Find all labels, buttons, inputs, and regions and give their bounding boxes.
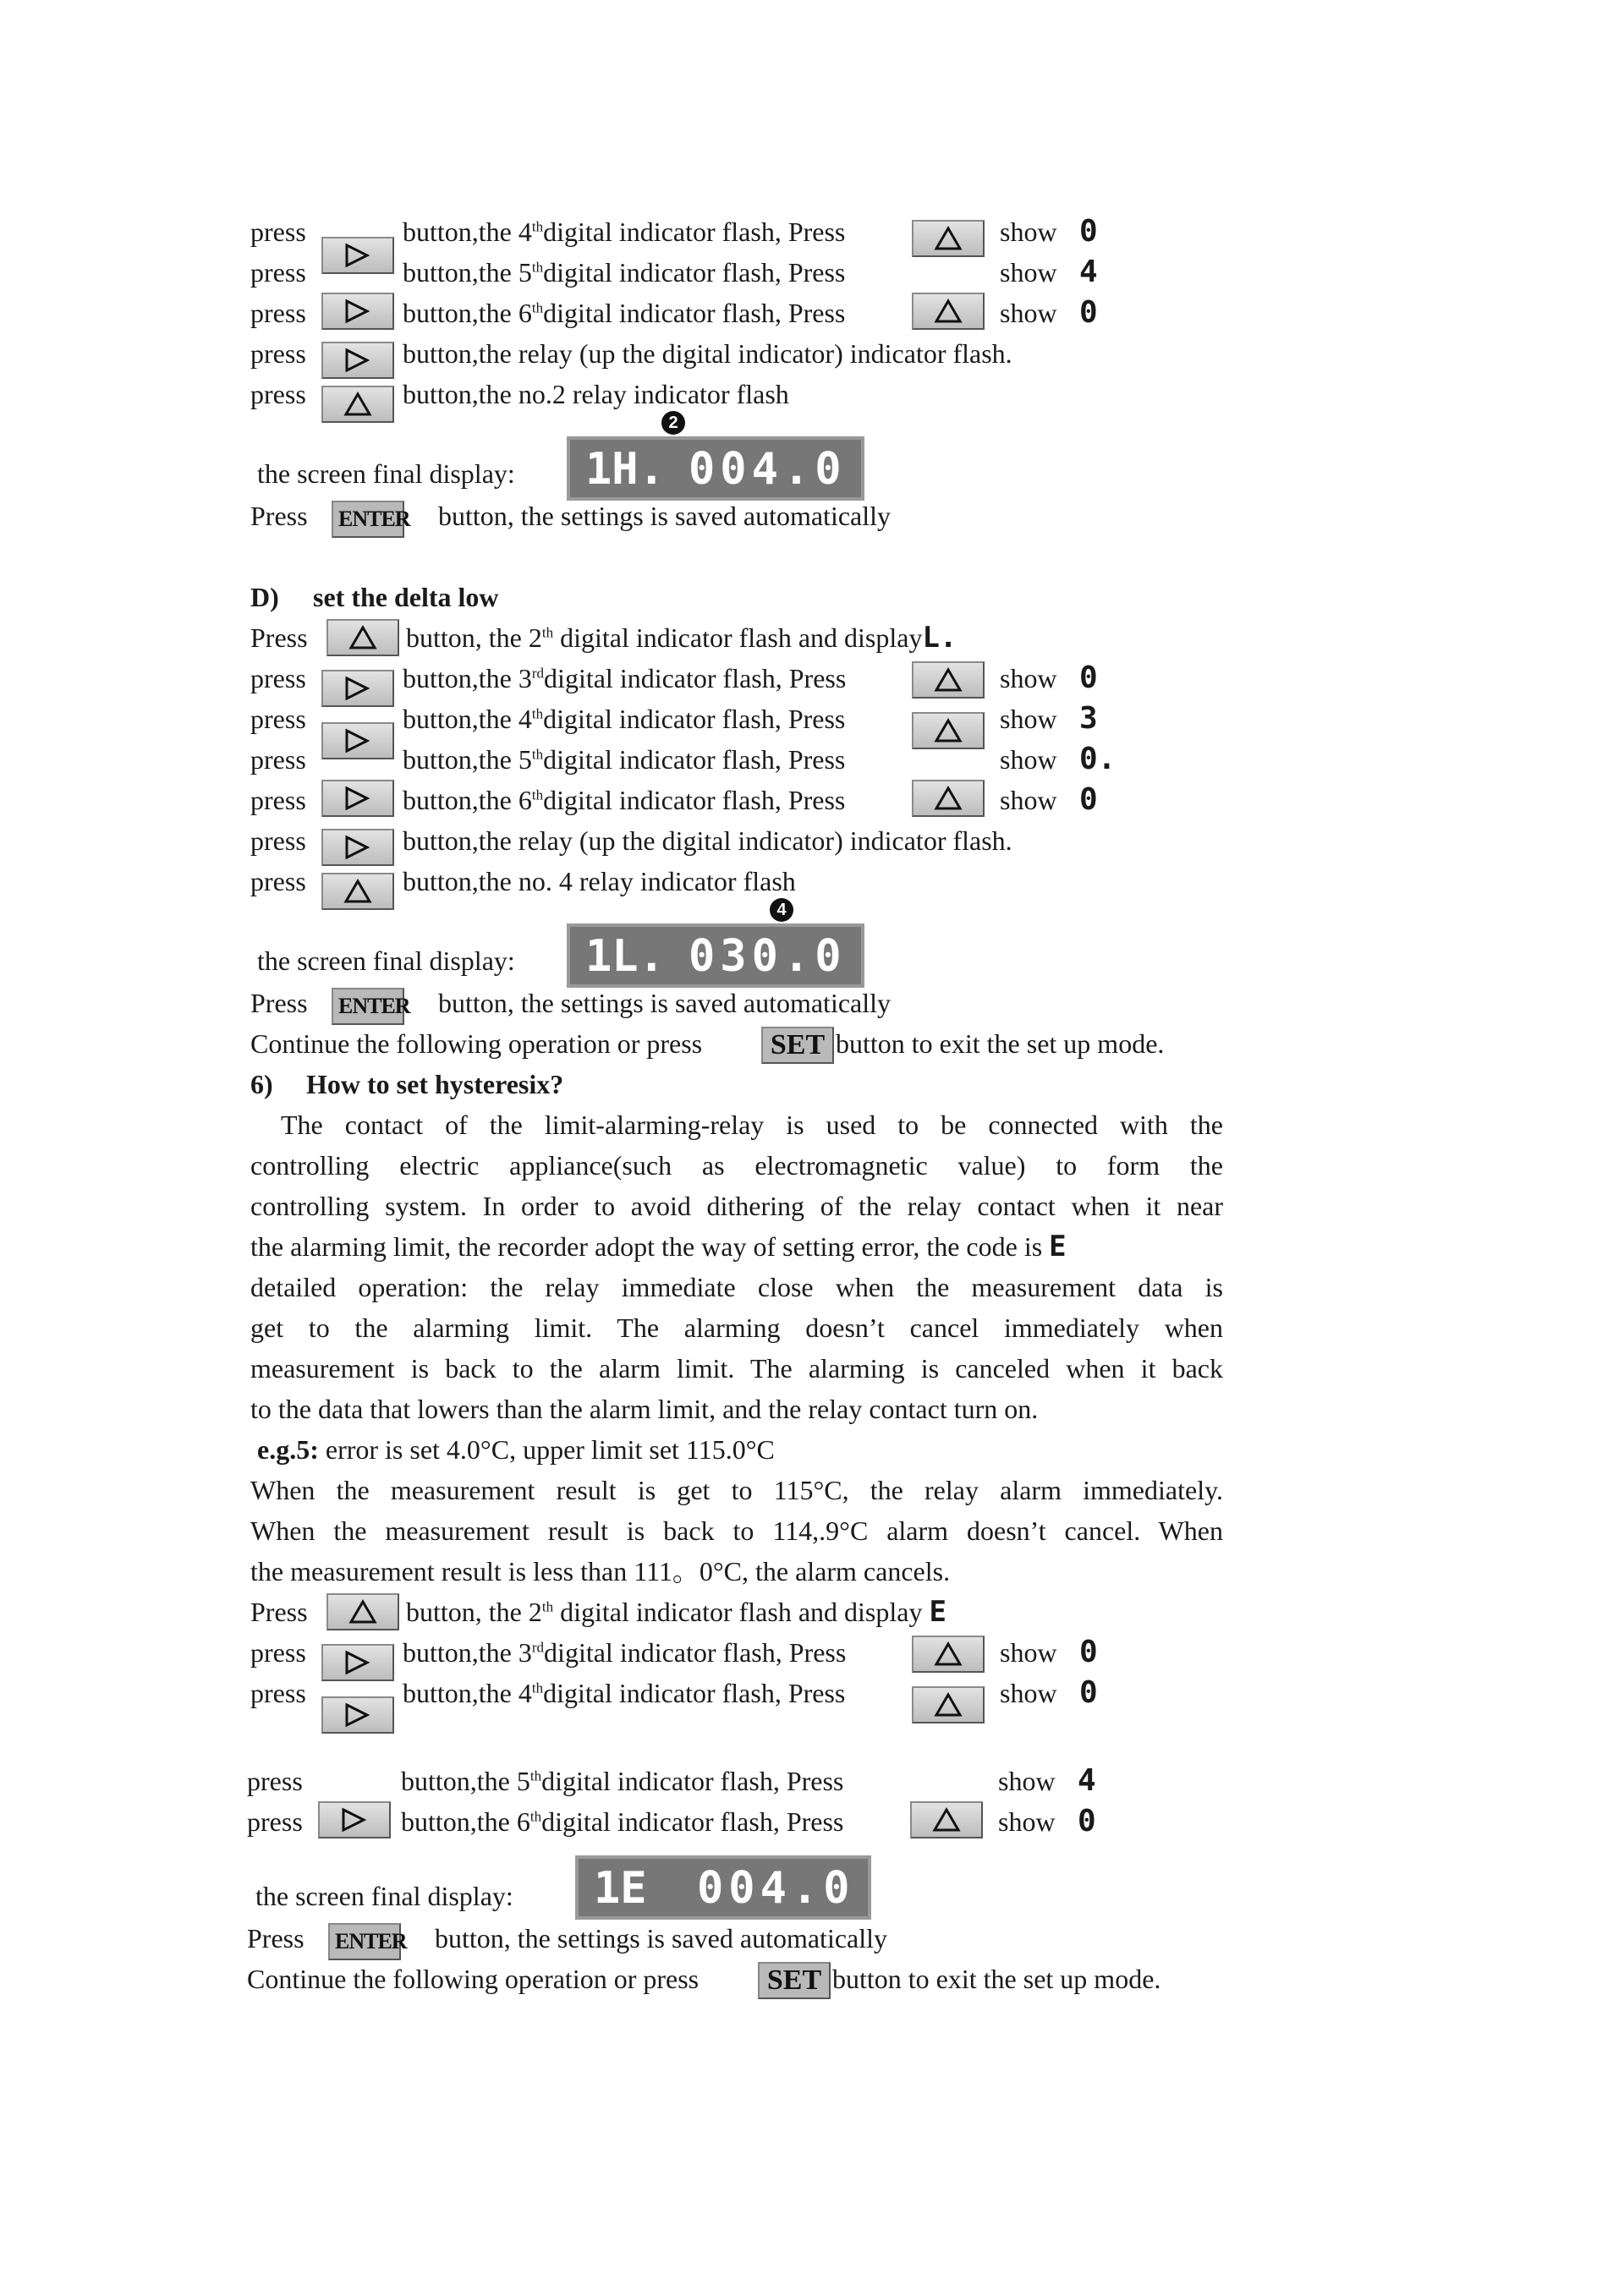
up-button[interactable] — [912, 1686, 985, 1723]
instruction-line: button,the no.2 relay indicator flash — [403, 379, 789, 409]
enter-line-pre: Press — [250, 988, 308, 1018]
segment-digit: 0 — [1079, 214, 1098, 249]
relay-marker: 4 — [770, 898, 793, 922]
right-button[interactable] — [321, 1644, 394, 1681]
up-button[interactable] — [912, 661, 985, 699]
lcd-right: 030.0 — [689, 931, 847, 982]
up-arrow-icon — [328, 1595, 398, 1629]
show-label: show — [1000, 257, 1057, 288]
instruction-line: press — [250, 338, 306, 369]
segment-digit: 0 — [1078, 1804, 1096, 1838]
right-arrow-icon — [323, 671, 392, 705]
instruction-line: press — [250, 663, 306, 693]
instruction-line: Press — [250, 1597, 308, 1627]
lcd-display — [575, 1855, 871, 1920]
instruction-line: button,the 5thdigital indicator flash, Press — [403, 257, 846, 288]
right-button[interactable] — [321, 342, 394, 379]
up-button[interactable] — [321, 386, 394, 423]
instruction-line: press — [250, 744, 306, 775]
instruction-line: press — [250, 298, 306, 328]
segment-digit: 0 — [1079, 1635, 1098, 1669]
set-button[interactable]: SET — [758, 1962, 831, 1999]
instruction-line: button,the 3rddigital indicator flash, Press — [403, 1637, 847, 1668]
instruction-line: button,the no. 4 relay indicator flash — [403, 866, 796, 896]
up-button[interactable] — [326, 619, 399, 656]
instruction-line: button,the 5thdigital indicator flash, Press — [403, 744, 846, 775]
right-arrow-icon — [323, 343, 392, 377]
hysteresis-description: The contact of the limit-alarming-relay is used to be connected with the controlling electric appliance(such as electromagnetic value) to form the controlling system. In order to avoid dithering of the relay contact when it near the alarming limit, the recorder adopt the way of setting error, the code is E detailed operation: the relay immediate close when the measurement data is get to the alarming limit. The alarming doesn’t cancel immediately when measurement is back to the alarm limit. The alarming is canceled when it back to the data that lowers than the alarm limit, and the relay contact turn on. — [250, 1110, 1223, 1424]
enter-line-post: button, the settings is saved automatically — [435, 1923, 888, 1954]
instruction-line: button, the 2th digital indicator flash and display E — [406, 1595, 946, 1629]
set-button[interactable]: SET — [761, 1027, 834, 1064]
up-button[interactable] — [326, 1593, 399, 1630]
lcd-left: 1E — [594, 1863, 647, 1914]
example-description: When the measurement result is get to 115°C, the relay alarm immediately. When the measurement result is back to 114,.9°C alarm doesn’t cancel. When the measurement result is less than 111。0°C, the alarm cancels. — [250, 1475, 1223, 1586]
up-arrow-icon — [914, 222, 983, 255]
enter-line-post: button, the settings is saved automatically — [438, 501, 892, 531]
relay-marker: 2 — [661, 411, 685, 435]
final-display-label: the screen final display: — [257, 458, 515, 489]
error-code: E — [1049, 1230, 1067, 1263]
instruction-line: button,the 4thdigital indicator flash, Press — [403, 216, 846, 247]
right-arrow-icon — [323, 1698, 392, 1732]
instruction-line: button,the 4thdigital indicator flash, Press — [403, 704, 846, 734]
lcd-display — [567, 923, 864, 988]
up-button[interactable] — [912, 293, 985, 330]
instruction-line: press — [247, 1766, 303, 1796]
up-button[interactable] — [321, 873, 394, 910]
right-arrow-icon — [323, 1646, 392, 1680]
example-line: e.g.5: error is set 4.0°C, upper limit set 115.0°C — [257, 1434, 775, 1465]
right-button[interactable] — [321, 237, 394, 274]
up-arrow-icon — [914, 781, 983, 815]
segment-digit: 0 — [1079, 660, 1098, 695]
up-button[interactable] — [912, 220, 985, 257]
instruction-line: button, the 2th digital indicator flash and displayL. — [406, 621, 957, 655]
right-button[interactable] — [321, 1696, 394, 1734]
lcd-right: 004.0 — [697, 1863, 855, 1914]
instruction-line: press — [250, 1678, 306, 1708]
segment-digit: 4 — [1079, 255, 1098, 289]
instruction-line: press — [250, 866, 306, 896]
up-arrow-icon — [914, 1688, 983, 1722]
instruction-line: button,the relay (up the digital indicator) indicator flash. — [403, 338, 1012, 369]
instruction-line: button,the 6thdigital indicator flash, Press — [403, 298, 846, 328]
instruction-line: button,the 6thdigital indicator flash, Press — [401, 1806, 844, 1837]
segment-digit: 0 — [1079, 1675, 1098, 1710]
section-number: D) — [250, 582, 279, 612]
right-arrow-icon — [323, 294, 392, 328]
up-arrow-icon — [323, 387, 392, 421]
enter-button[interactable]: ENTER — [328, 1923, 401, 1960]
show-label: show — [1000, 1637, 1057, 1668]
enter-line-pre: Press — [247, 1923, 304, 1954]
right-arrow-icon — [323, 238, 392, 272]
up-arrow-icon — [914, 294, 983, 328]
instruction-line: button,the 5thdigital indicator flash, Press — [401, 1766, 844, 1796]
instruction-line: button,the 6thdigital indicator flash, Press — [403, 785, 846, 815]
up-button[interactable] — [912, 712, 985, 749]
right-button[interactable] — [318, 1801, 391, 1838]
lcd-left: 1H. — [585, 444, 665, 495]
instruction-line: press — [250, 257, 306, 288]
right-arrow-icon — [323, 781, 392, 815]
right-button[interactable] — [321, 670, 394, 707]
section-heading: How to set hysteresix? — [306, 1069, 564, 1099]
segment-digit: 3 — [1079, 701, 1098, 736]
show-label: show — [998, 1766, 1056, 1796]
up-button[interactable] — [912, 780, 985, 817]
final-display-label: the screen final display: — [257, 945, 515, 976]
up-arrow-icon — [914, 663, 983, 697]
section-heading: set the delta low — [313, 582, 499, 612]
continue-line-pre: Continue the following operation or press — [250, 1028, 703, 1059]
lcd-right: 004.0 — [689, 444, 847, 495]
up-arrow-icon — [914, 1637, 983, 1671]
instruction-line: press — [250, 785, 306, 815]
segment-digit: 0 — [1079, 782, 1098, 817]
lcd-display — [567, 436, 864, 501]
enter-line-pre: Press — [250, 501, 308, 531]
up-arrow-icon — [914, 714, 983, 748]
right-button[interactable] — [321, 829, 394, 866]
enter-button[interactable]: ENTER — [332, 501, 404, 538]
segment-digit: 4 — [1078, 1763, 1096, 1798]
enter-button[interactable]: ENTER — [332, 988, 404, 1025]
up-arrow-icon — [328, 621, 398, 655]
instruction-line: button,the 4thdigital indicator flash, Press — [403, 1678, 846, 1708]
instruction-line: press — [250, 1637, 306, 1668]
right-arrow-icon — [320, 1803, 389, 1837]
up-button[interactable] — [910, 1801, 983, 1838]
instruction-line: press — [250, 825, 306, 856]
instruction-line: press — [250, 704, 306, 734]
show-label: show — [1000, 785, 1057, 815]
right-button[interactable] — [321, 293, 394, 330]
right-button[interactable] — [321, 780, 394, 817]
show-label: show — [1000, 663, 1057, 693]
instruction-line: press — [250, 379, 306, 409]
show-label: show — [1000, 216, 1057, 247]
continue-line-pre: Continue the following operation or press — [247, 1964, 700, 1994]
up-arrow-icon — [912, 1803, 981, 1837]
show-label: show — [1000, 298, 1057, 328]
right-button[interactable] — [321, 722, 394, 759]
show-label: show — [1000, 744, 1057, 775]
instruction-line: button,the relay (up the digital indicator) indicator flash. — [403, 825, 1012, 856]
right-arrow-icon — [323, 724, 392, 758]
up-arrow-icon — [323, 874, 392, 908]
continue-line-post: button to exit the set up mode. — [836, 1028, 1165, 1059]
instruction-line: Press — [250, 622, 308, 653]
final-display-label: the screen final display: — [255, 1881, 513, 1911]
segment-digit: 0 — [1079, 295, 1098, 330]
right-arrow-icon — [323, 830, 392, 864]
up-button[interactable] — [912, 1636, 985, 1673]
show-label: show — [998, 1806, 1056, 1837]
continue-line-post: button to exit the set up mode. — [832, 1964, 1161, 1994]
lcd-left: 1L. — [585, 931, 665, 982]
section-number: 6) — [250, 1069, 273, 1099]
instruction-line: button,the 3rddigital indicator flash, Press — [403, 663, 847, 693]
show-label: show — [1000, 1678, 1057, 1708]
instruction-line: press — [247, 1806, 303, 1837]
segment-digit: 0. — [1079, 742, 1116, 776]
instruction-line: press — [250, 216, 306, 247]
enter-line-post: button, the settings is saved automatically — [438, 988, 892, 1018]
show-label: show — [1000, 704, 1057, 734]
